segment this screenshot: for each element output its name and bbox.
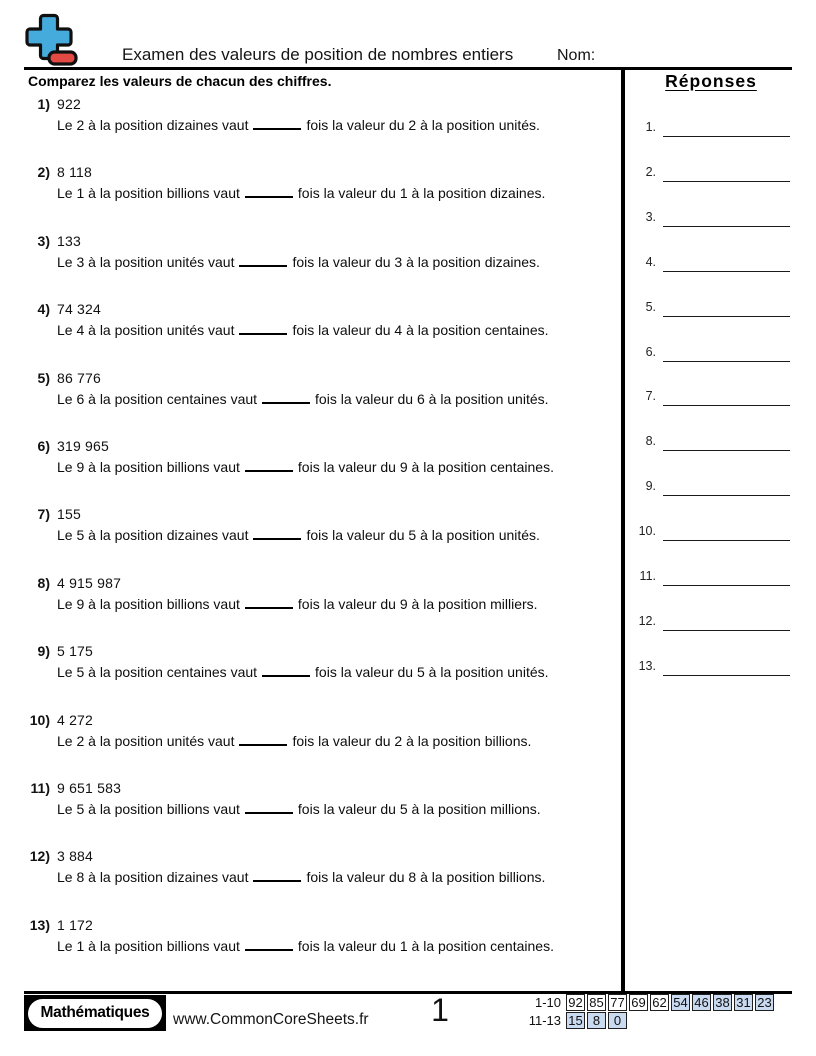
problem-header [24,917,621,933]
problem-number: 4) [37,301,50,318]
problem-number: 12) [29,848,50,865]
problem-number: 10) [29,711,50,728]
answer-number: 2. [645,164,656,179]
problem-item [24,96,621,134]
sentence-pre: Le 1 à la position billions vaut [57,937,240,954]
sentence-post: fois la valeur du 3 à la position dizaines. [292,253,540,270]
sentence-post: fois la valeur du 2 à la position unités. [306,117,540,133]
problem-item [24,438,621,476]
fill-in-blank [253,530,301,541]
answer-line [663,390,790,406]
problem-item [24,575,621,613]
problem-value: 155 [57,506,81,523]
brand-badge [24,995,166,1031]
answer-row [630,388,790,406]
name-label: Nom: [557,47,596,64]
sentence-pre: Le 9 à la position billions vaut [57,595,240,612]
problem-number: 13) [29,916,50,933]
problem-item [24,233,621,271]
answer-row [630,523,790,541]
problem-sentence [57,116,621,134]
plus-minus-logo-icon [22,12,80,68]
problem-item [24,370,621,408]
sentence-post: fois la valeur du 4 à la position centaines. [292,322,549,339]
problem-item [24,164,621,202]
fill-in-blank [245,188,293,199]
answer-row [630,613,790,631]
fill-in-blank [253,120,301,131]
score-grid [519,994,774,1030]
answer-line [663,211,790,227]
sentence-post: fois la valeur du 1 à la position dizaines. [297,185,546,202]
brand-label: Mathématiques [28,999,162,1028]
answers-list [630,119,790,699]
problem-header [24,848,621,864]
sentence-pre: Le 6 à la position centaines vaut [57,390,258,407]
problem-header [24,506,621,522]
problems-list [24,96,621,992]
problem-header [24,643,621,659]
problem-number: 1) [37,96,50,112]
sentence-post: fois la valeur du 5 à la position millions. [297,801,541,817]
fill-in-blank [239,325,287,336]
sentence-post: fois la valeur du 1 à la position centaines. [297,937,554,954]
problem-number: 3) [37,232,50,249]
fill-in-blank [262,393,310,404]
score-cell: 69 [629,994,648,1011]
score-cell: 15 [566,1012,585,1029]
answer-row [630,119,790,137]
problem-header [24,164,621,180]
instruction-text: Comparez les valeurs de chacun des chiffres. [28,73,332,89]
problem-value: 922 [57,96,81,112]
problem-value: 8 118 [57,164,92,181]
sentence-pre: Le 2 à la position unités vaut [57,732,235,749]
column-divider [621,69,625,992]
fill-in-blank [245,598,293,609]
answer-line [663,525,790,541]
score-cells [566,1012,627,1029]
problem-sentence [57,595,621,613]
problem-value: 9 651 583 [57,780,122,796]
sentence-post: fois la valeur du 8 à la position billions. [306,869,546,886]
answer-row [630,433,790,451]
problem-header [24,96,621,112]
problem-item [24,712,621,750]
score-cell: 92 [566,994,585,1011]
answer-row [630,164,790,182]
website-url: www.CommonCoreSheets.fr [173,1011,369,1028]
score-cell: 46 [692,994,711,1011]
problem-sentence [57,184,621,202]
answer-row [630,254,790,272]
score-cell: 77 [608,994,627,1011]
problem-value: 319 965 [57,438,110,454]
score-row-label: 1-10 [534,995,561,1010]
answer-number: 13. [638,658,656,673]
problem-sentence [57,253,621,271]
problem-number: 11) [30,780,50,796]
answer-number: 9. [645,479,656,494]
problem-number: 8) [37,574,50,591]
problem-header [24,438,621,454]
minus-icon [49,52,76,64]
answer-number: 11. [639,569,656,583]
header-rule [24,67,792,70]
sentence-post: fois la valeur du 5 à la position unités. [315,664,549,681]
fill-in-blank [262,667,310,678]
problem-header [24,370,621,386]
problem-header [24,301,621,317]
problem-value: 4 915 987 [57,574,122,591]
problem-item [24,643,621,681]
problem-item [24,780,621,818]
answer-number: 4. [645,254,656,269]
answer-number: 7. [645,389,656,404]
answer-row [630,209,790,227]
score-cell: 38 [713,994,732,1011]
score-row-1-10 [519,994,774,1011]
problem-header [24,712,621,728]
problem-value: 4 272 [57,711,94,728]
problem-value: 86 776 [57,369,102,386]
score-cells [566,994,774,1011]
problem-sentence [57,458,621,476]
score-cell: 85 [587,994,606,1011]
problem-header [24,233,621,249]
answer-line [663,121,790,137]
score-row-label: 11-13 [528,1013,561,1028]
sentence-pre: Le 4 à la position unités vaut [57,322,235,339]
page-number: 1 [431,992,449,1028]
answer-number: 1. [645,120,656,134]
problem-value: 1 172 [57,916,94,933]
fill-in-blank [239,735,287,746]
problem-sentence [57,732,621,750]
problem-item [24,848,621,886]
problem-value: 133 [57,232,81,249]
fill-in-blank [239,256,287,267]
problem-sentence [57,390,621,408]
fill-in-blank [253,872,301,883]
answer-line [663,615,790,631]
answer-row [630,344,790,362]
sentence-post: fois la valeur du 5 à la position unités. [306,527,540,544]
score-cell: 62 [650,994,669,1011]
problem-value: 74 324 [57,301,102,318]
problem-header [24,780,621,796]
score-cell: 54 [671,994,690,1011]
sentence-post: fois la valeur du 9 à la position milliers. [297,595,538,612]
answer-row [630,299,790,317]
answer-number: 6. [645,344,656,359]
score-cell: 23 [755,994,774,1011]
problem-header [24,575,621,591]
sentence-pre: Le 5 à la position dizaines vaut [57,527,249,544]
sentence-pre: Le 1 à la position billions vaut [57,185,240,202]
sentence-pre: Le 5 à la position centaines vaut [57,664,258,681]
problem-sentence [57,937,621,955]
sentence-pre: Le 5 à la position billions vaut [57,801,240,817]
answer-number: 12. [638,613,656,628]
score-cell: 0 [608,1012,627,1029]
problem-value: 5 175 [57,643,94,660]
answer-line [663,346,790,362]
answer-row [630,478,790,496]
score-cell: 31 [734,994,753,1011]
answer-number: 5. [645,299,656,314]
problem-item [24,301,621,339]
answer-row [630,658,790,676]
score-cell: 8 [587,1012,606,1029]
problem-number: 7) [37,506,50,523]
answer-number: 8. [645,434,656,449]
problem-item [24,506,621,544]
answer-number: 10. [638,524,656,539]
problem-sentence [57,321,621,339]
problem-sentence [57,868,621,886]
problem-number: 5) [37,369,50,386]
fill-in-blank [245,940,293,951]
answer-line [663,570,790,586]
problem-sentence [57,526,621,544]
score-row-11-13 [519,1012,774,1029]
problem-sentence [57,663,621,681]
answer-line [663,256,790,272]
answers-title: Réponses [665,71,757,91]
sentence-post: fois la valeur du 9 à la position centaines. [297,459,554,475]
problem-number: 2) [37,164,50,181]
answer-line [663,480,790,496]
page-title: Examen des valeurs de position de nombres entiers [122,45,514,64]
answer-row [630,568,790,586]
sentence-pre: Le 2 à la position dizaines vaut [57,117,249,133]
problem-sentence [57,800,621,818]
answer-line [663,301,790,317]
sentence-pre: Le 8 à la position dizaines vaut [57,869,249,886]
sentence-post: fois la valeur du 6 à la position unités. [315,390,549,407]
problem-item [24,917,621,955]
problem-number: 6) [37,438,50,454]
fill-in-blank [245,804,293,815]
answer-number: 3. [645,209,656,224]
fill-in-blank [245,462,293,473]
problem-value: 3 884 [57,848,94,865]
answer-line [663,660,790,676]
commoncoresheets-logo [22,12,80,73]
sentence-post: fois la valeur du 2 à la position billions. [292,732,532,749]
answer-line [663,435,790,451]
sentence-pre: Le 3 à la position unités vaut [57,253,235,270]
sentence-pre: Le 9 à la position billions vaut [57,459,240,475]
answer-line [663,166,790,182]
problem-number: 9) [37,643,50,660]
